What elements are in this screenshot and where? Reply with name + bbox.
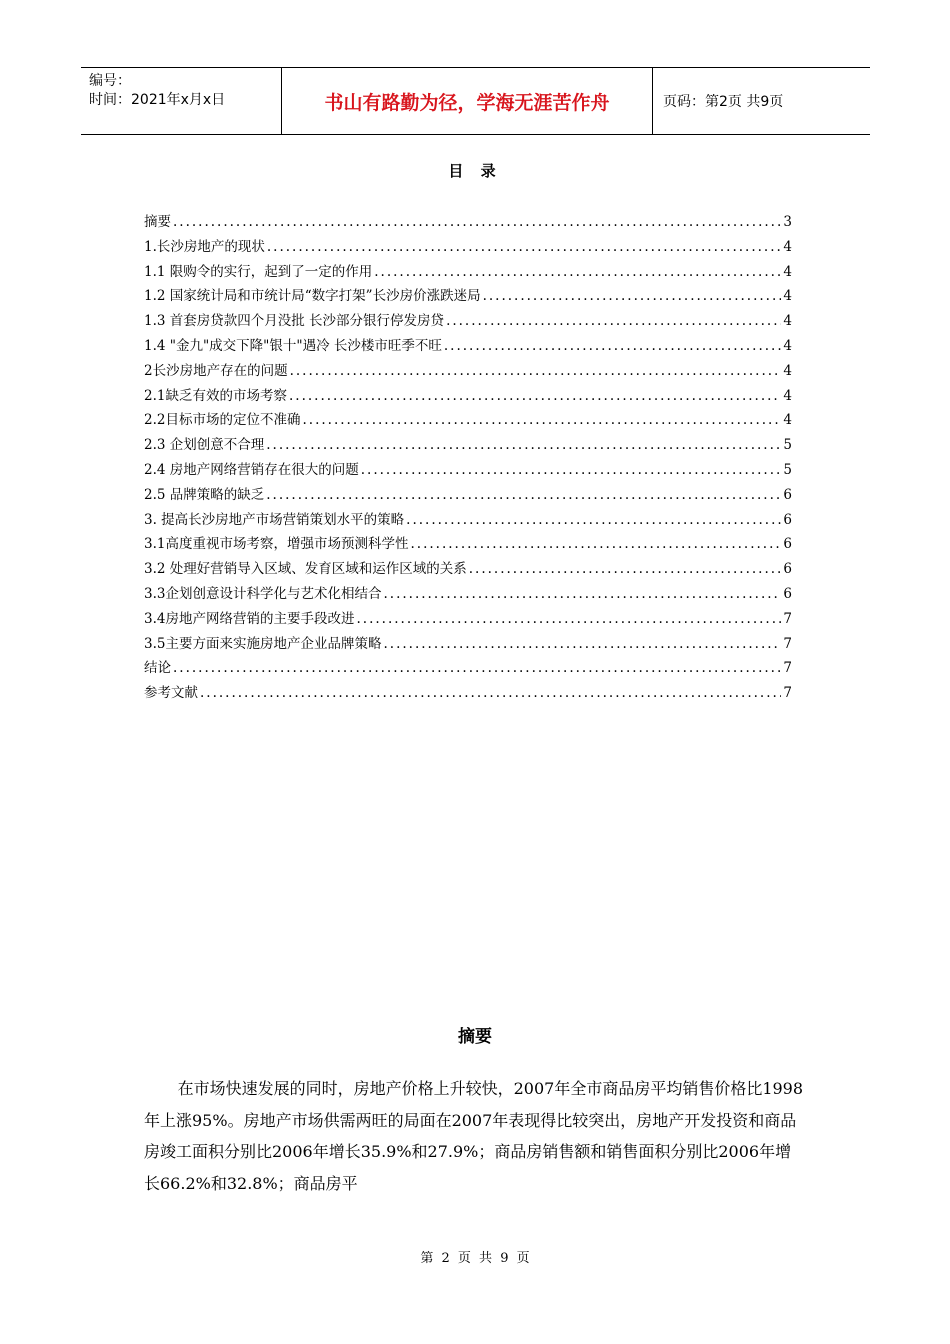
toc-leader — [266, 437, 781, 453]
toc-item-label: 2.5 品牌策略的缺乏 — [144, 486, 265, 503]
toc-leader — [374, 264, 781, 280]
toc-item-label: 摘要 — [144, 214, 171, 230]
toc-leader — [289, 388, 781, 404]
toc-title: 目 录 — [448, 162, 502, 180]
toc-item-page: 4 — [783, 263, 792, 280]
toc-item-page: 6 — [783, 486, 792, 503]
toc-leader — [290, 363, 782, 379]
toc-item[interactable] — [144, 483, 792, 508]
toc-item-page: 5 — [783, 437, 792, 454]
toc-item-label: 2.1缺乏有效的市场考察 — [144, 387, 287, 404]
toc-item[interactable] — [144, 508, 792, 533]
toc-item[interactable] — [144, 334, 792, 359]
toc-item-page: 4 — [783, 337, 792, 354]
toc-item-label: 1.2 国家统计局和市统计局“数字打架”长沙房价涨跌迷局 — [144, 288, 481, 305]
page-footer: 第 2 页 共 9 页 — [420, 1251, 530, 1266]
toc-item-label: 2长沙房地产存在的问题 — [144, 362, 288, 379]
number-label: 编号： — [89, 73, 131, 89]
toc-item[interactable] — [144, 433, 792, 458]
toc-leader — [444, 338, 782, 354]
toc-leader — [173, 214, 781, 230]
toc-leader — [406, 512, 781, 528]
toc-item-page: 6 — [783, 511, 792, 528]
toc-item-label: 2.3 企划创意不合理 — [144, 437, 265, 454]
toc-leader — [267, 239, 782, 255]
toc-item-page: 7 — [783, 685, 792, 702]
toc-leader — [410, 536, 781, 552]
toc-item-page: 4 — [783, 412, 792, 429]
toc-leader — [446, 313, 781, 329]
toc-item-label: 1.4 "金九"成交下降"银十"遇冷 长沙楼市旺季不旺 — [144, 337, 442, 354]
toc-item-label: 3.2 处理好营销导入区域、发育区域和运作区域的关系 — [144, 561, 467, 578]
toc-leader — [483, 288, 782, 304]
toc-item-label: 3. 提高长沙房地产市场营销策划水平的策略 — [144, 511, 405, 528]
toc-item-page: 3 — [783, 214, 792, 230]
toc-item-page: 6 — [783, 536, 792, 553]
toc-item[interactable] — [144, 532, 792, 557]
toc-item-label: 1.3 首套房贷款四个月没批 长沙部分银行停发房贷 — [144, 313, 445, 330]
toc-item-page: 4 — [783, 288, 792, 305]
time-label: 时间：2021年x月x日 — [89, 92, 226, 108]
abstract-title: 摘要 — [458, 1027, 492, 1047]
toc-leader — [469, 561, 782, 577]
toc-item-page: 4 — [783, 313, 792, 330]
header-page-code: 页码：第2页 共9页 — [663, 94, 784, 110]
toc-item[interactable] — [144, 284, 792, 309]
toc-item-page: 4 — [783, 238, 792, 255]
toc-item-page: 6 — [783, 561, 792, 578]
toc-item[interactable] — [144, 309, 792, 334]
toc-item[interactable] — [144, 632, 792, 657]
toc-item-page: 4 — [783, 362, 792, 379]
header-meta — [81, 68, 282, 134]
toc-item-page: 6 — [783, 585, 792, 602]
toc-item-label: 1.长沙房地产的现状 — [144, 238, 265, 255]
abstract-body: 在市场快速发展的同时，房地产价格上升较快，2007年全市商品房平均销售价格比1998年上涨95%。房地产市场供需两旺的局面在2007年表现得比较突出，房地产开发投资和商品房竣工面积分别比2006年增长35.9%和27.9%；商品房销售额和销售面积分别比2006年增长66.2%和32.8%；商品房平 — [144, 1079, 804, 1193]
toc-item[interactable] — [144, 607, 792, 632]
toc-leader — [361, 462, 782, 478]
toc-item-page: 7 — [783, 635, 792, 652]
toc-item-label: 1.1 限购令的实行，起到了一定的作用 — [144, 263, 373, 280]
toc-leader — [356, 611, 781, 627]
toc-leader — [302, 412, 781, 428]
toc-leader — [383, 636, 781, 652]
toc-item[interactable] — [144, 557, 792, 582]
toc-item[interactable] — [144, 681, 792, 706]
toc-item-label: 3.1高度重视市场考察，增强市场预测科学性 — [144, 536, 409, 553]
toc-item-page: 7 — [783, 660, 792, 677]
toc-item-label: 2.4 房地产网络营销存在很大的问题 — [144, 461, 359, 478]
toc-item[interactable] — [144, 582, 792, 607]
toc-leader — [173, 660, 781, 676]
toc-item[interactable] — [144, 210, 792, 235]
toc-item-label: 3.4房地产网络营销的主要手段改进 — [144, 610, 355, 627]
toc-item[interactable] — [144, 656, 792, 681]
toc-leader — [266, 487, 781, 503]
toc-item-page: 4 — [783, 387, 792, 404]
table-of-contents — [144, 210, 792, 706]
toc-item[interactable] — [144, 235, 792, 260]
header-motto: 书山有路勤为径，学海无涯苦作舟 — [282, 68, 653, 134]
toc-item-label: 3.5主要方面来实施房地产企业品牌策略 — [144, 635, 382, 652]
toc-item-label: 参考文献 — [144, 685, 198, 702]
toc-item-page: 5 — [783, 461, 792, 478]
toc-item[interactable] — [144, 260, 792, 285]
toc-item-label: 3.3企划创意设计科学化与艺术化相结合 — [144, 585, 382, 602]
toc-item[interactable] — [144, 384, 792, 409]
toc-leader — [383, 586, 781, 602]
toc-leader — [200, 685, 781, 701]
toc-item-page: 7 — [783, 610, 792, 627]
toc-item-label: 结论 — [144, 660, 171, 677]
toc-item-label: 2.2目标市场的定位不准确 — [144, 412, 301, 429]
toc-item[interactable] — [144, 359, 792, 384]
toc-item[interactable] — [144, 408, 792, 433]
page-header — [81, 67, 870, 135]
toc-item[interactable] — [144, 458, 792, 483]
